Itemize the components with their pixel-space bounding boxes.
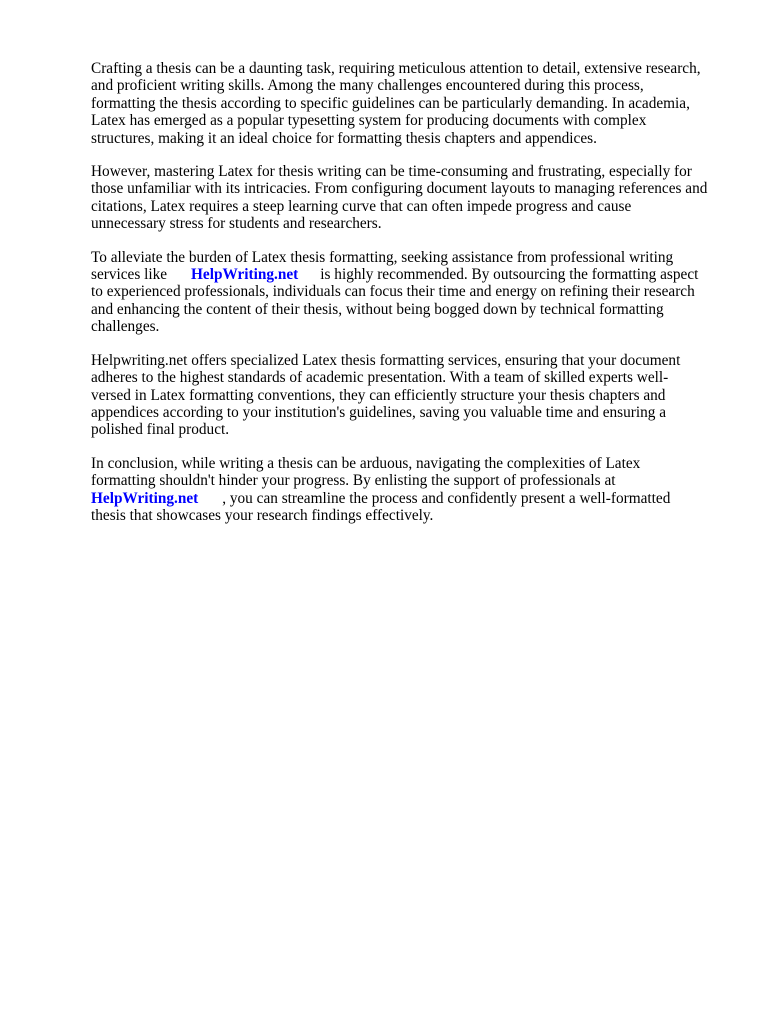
- helpwriting-link-conclusion[interactable]: HelpWriting.net: [91, 489, 199, 507]
- paragraph-conclusion-before: In conclusion, while writing a thesis can be arduous, navigating the complexities of Latex formatting shouldn't hinder your progress. By enlisting the support of professionals at: [91, 454, 641, 490]
- paragraph-services: Helpwriting.net offers specialized Latex thesis formatting services, ensuring that your document adheres to the highest standards of academic presentation. With a team of skilled experts well-versed in Latex formatting conventions, they can efficiently structure your thesis chapters and appendices according to your institution's guidelines, saving you valuable time and ensuring a polished final product.: [91, 351, 681, 439]
- helpwriting-link[interactable]: HelpWriting.net: [191, 266, 299, 284]
- paragraph-latex-difficulty: However, mastering Latex for thesis writing can be time-consuming and frustrating, especially for those unfamiliar with its intricacies. From configuring document layouts to managing references and citations, Latex requires a steep learning curve that can often impede progress and cause unnecessary stress for students and researchers.: [91, 163, 708, 233]
- paragraph-intro: Crafting a thesis can be a daunting task, requiring meticulous attention to detail, extensive research, and proficient writing skills. Among the many challenges encountered during this process, formatting the thesis according to specific guidelines can be particularly demanding. In academia, Latex has emerged as a popular typesetting system for producing documents with complex structures, making it an ideal choice for formatting thesis chapters and appendices.: [91, 60, 701, 147]
- paragraph-conclusion-after: , you can streamline the process and confidently present a well-formatted thesis that showcases your research findings effectively.: [91, 489, 671, 524]
- paragraph-assistance-after: is highly recommended. By outsourcing the formatting aspect to experienced professionals, individuals can focus their time and energy on refining their research and enhancing the content of their thesis, without being bogged down by technical formatting challenges.: [91, 266, 699, 336]
- paragraph-assistance-before: To alleviate the burden of Latex thesis formatting, seeking assistance from professional writing services like: [91, 248, 674, 284]
- paragraph-assistance: [91, 249, 708, 336]
- paragraph-conclusion: [91, 455, 708, 525]
